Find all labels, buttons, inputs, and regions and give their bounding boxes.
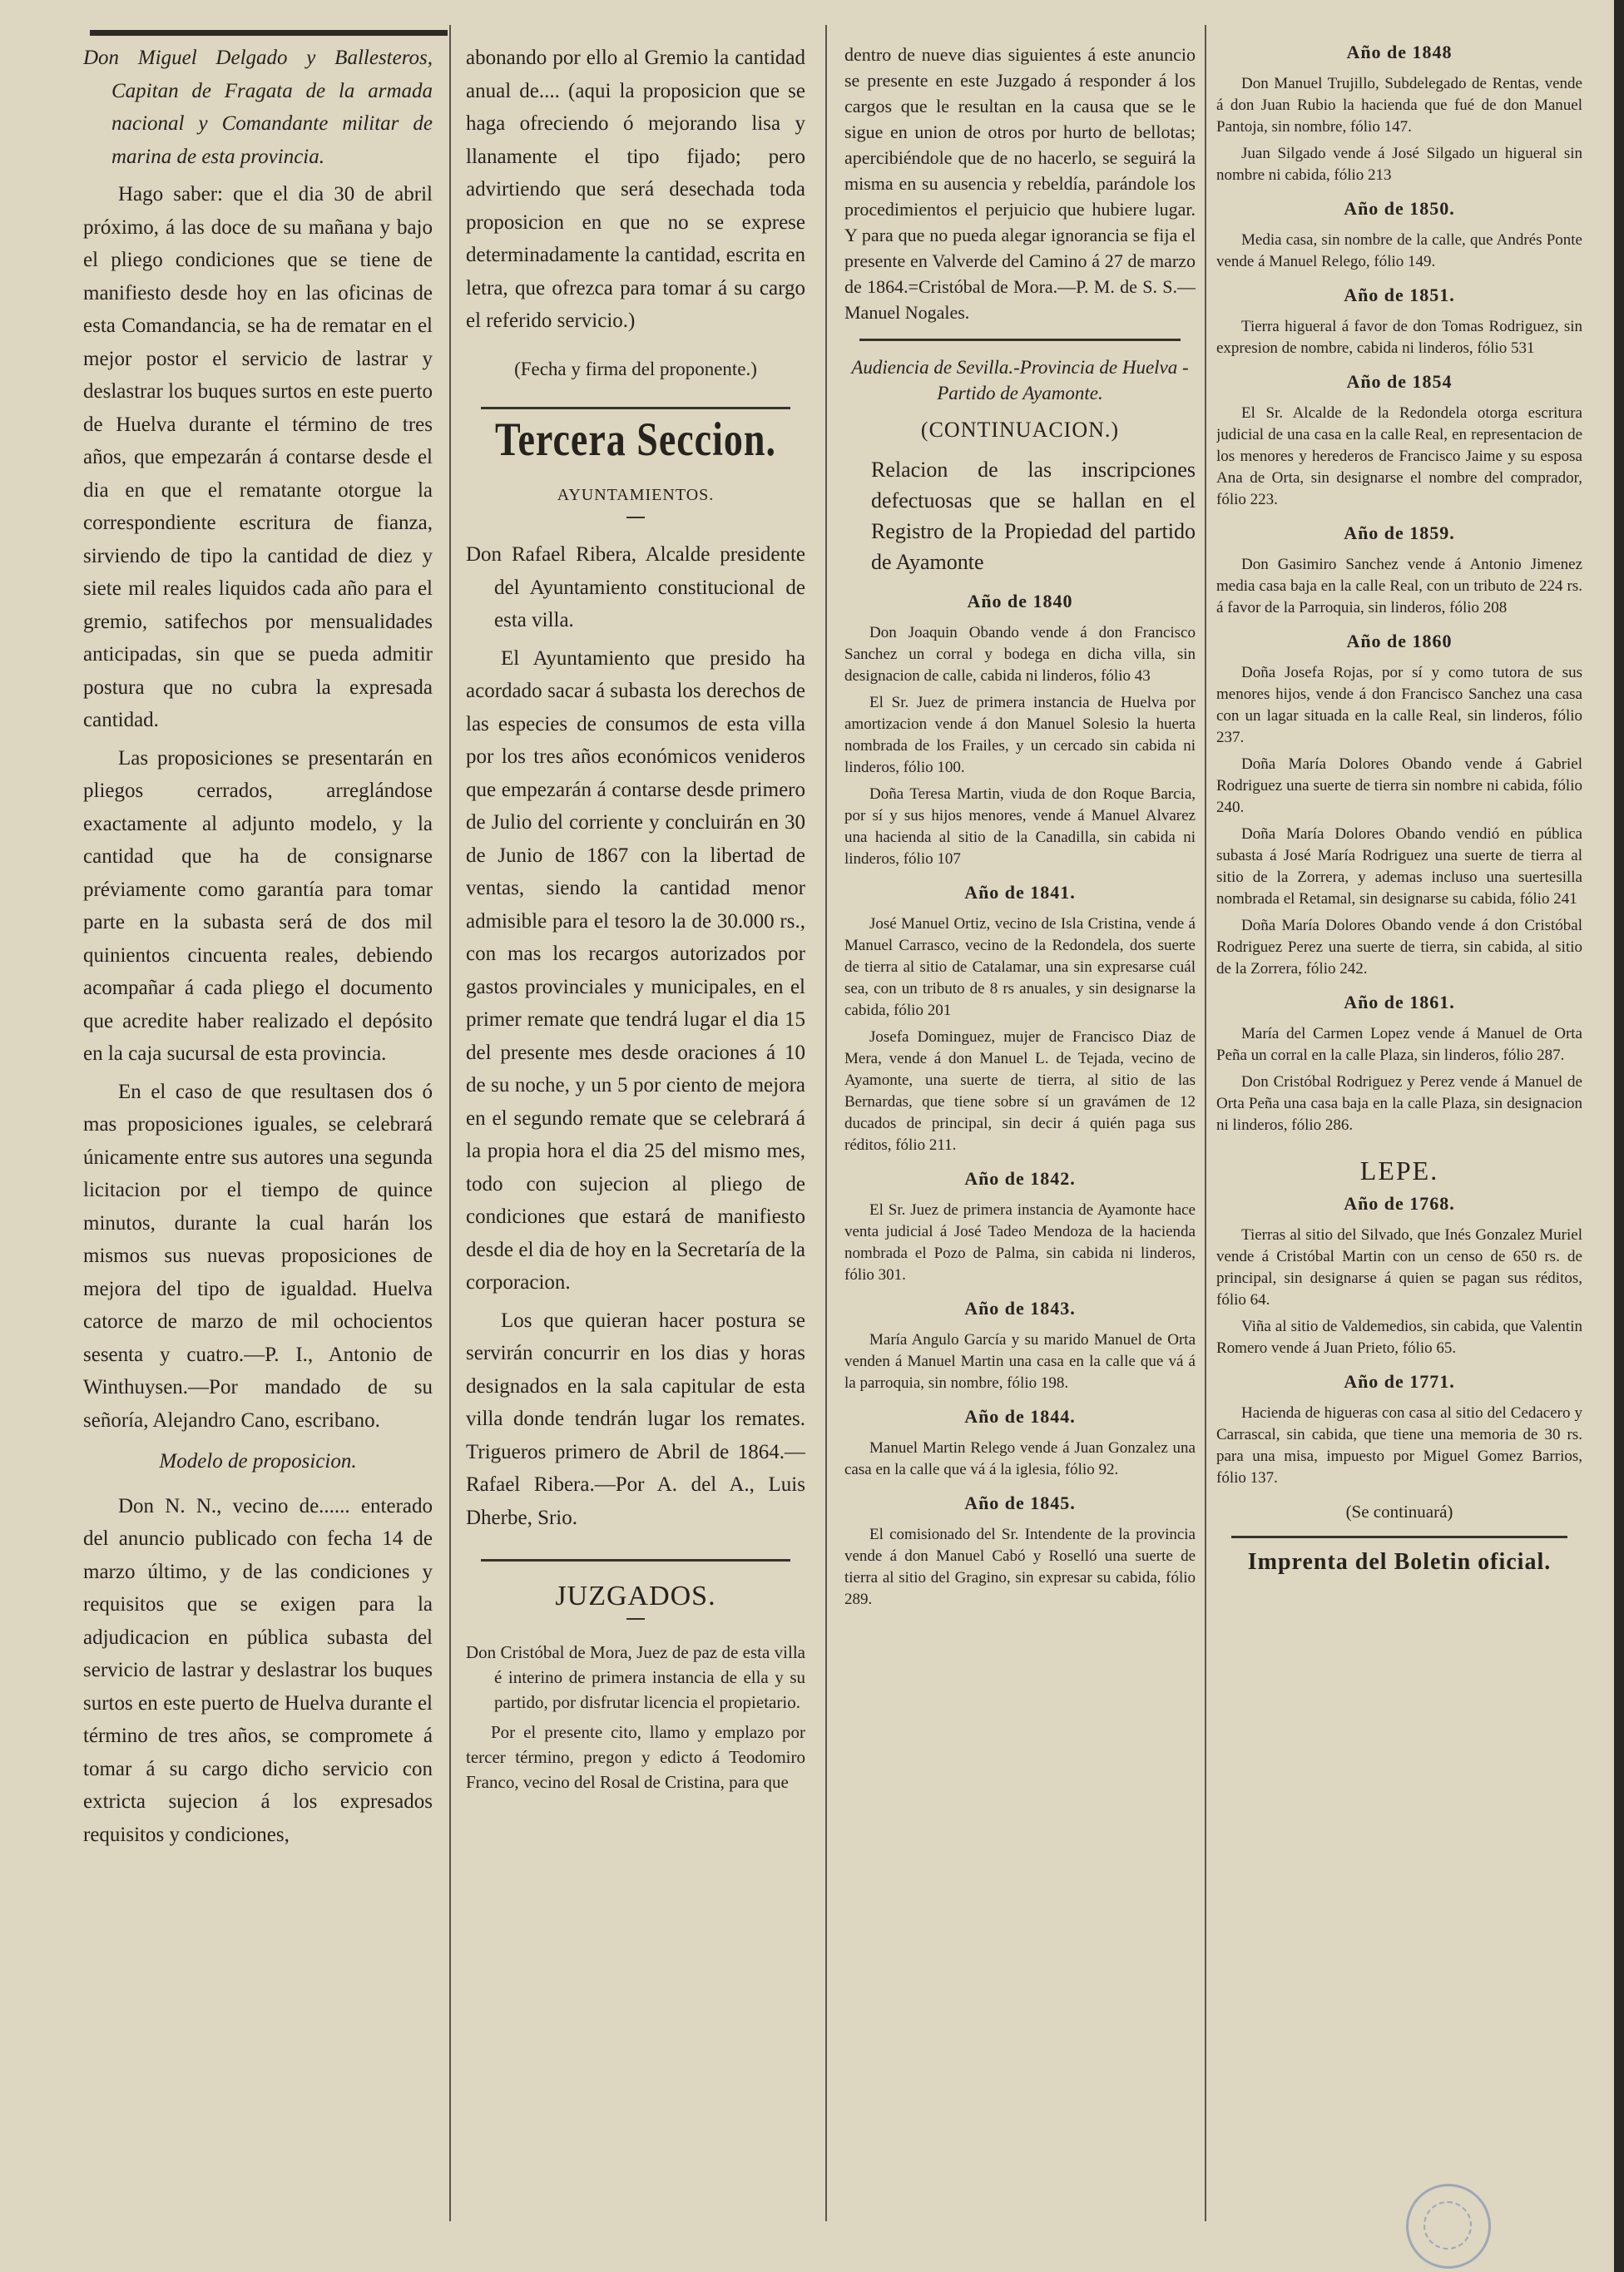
alcalde-heading: Don Rafael Ribera, Alcalde presidente del Ayuntamiento constitucional de esta villa.: [466, 543, 805, 631]
dash-separator: [626, 517, 645, 518]
column-4: [1216, 42, 1582, 2213]
register-entry: Juan Silgado vende á José Silgado un higueral sin nombre ni cabida, fólio 213: [1216, 145, 1582, 184]
register-entry: María del Carmen Lopez vende á Manuel de Orta Peña un corral en la calle Plaza, sin linderos, fólio 287.: [1216, 1025, 1582, 1064]
register-entry: El Sr. Juez de primera instancia de Ayamonte hace venta judicial á José Tadeo Mendoza de la hacienda nombrada el Pozo de Palma, sin cabida ni linderos, fólio 301.: [844, 1201, 1196, 1284]
column-2: [466, 42, 805, 2213]
year-heading: Año de 1844.: [964, 1406, 1076, 1427]
dash-separator: [626, 1618, 645, 1620]
page-edge: [1614, 0, 1624, 2272]
relacion-heading: Relacion de las inscripciones defectuosas que se hallan en el Registro de la Propiedad del partido de Ayamonte: [871, 458, 1196, 574]
year-heading: Año de 1842.: [964, 1168, 1076, 1189]
register-entry: Doña Josefa Rojas, por sí y como tutora de sus menores hijos, vende á don Francisco Sanchez una casa con un lagar situada en la calle Real, sin linderos, fólio 237.: [1216, 664, 1582, 746]
year-heading: Año de 1859.: [1344, 522, 1455, 543]
year-heading: Año de 1771.: [1344, 1371, 1455, 1392]
paragraph: Por el presente cito, llamo y emplazo por tercer término, pregon y edicto á Teodomiro Franco, vecino del Rosal de Cristina, para que: [466, 1721, 805, 1792]
register-entry: María Angulo García y su marido Manuel de Orta venden á Manuel Martin una casa en la calle que vá á la parroquia, sin nombre, fólio 198.: [844, 1331, 1196, 1392]
year-heading: Año de 1848: [1346, 42, 1453, 62]
register-entry: Tierra higueral á favor de don Tomas Rodriguez, sin expresion de nombre, cabida ni linderos, fólio 531: [1216, 318, 1582, 357]
juzgado-notice: [466, 1640, 805, 1794]
paragraph: El Ayuntamiento que presido ha acordado sacar á subasta los derechos de las especies de consumos de esta villa por los tres años económicos venideros que empezarán á contarse desde primero de Julio del corriente y concluirán en 30 de Junio de 1867 con la libertad de ventas, siendo la cantidad menor admisible para el tesoro la de 30.000 rs., con mas los recargos autorizados por gastos provinciales y municipales, en el primer remate que tendrá lugar el dia 15 del presente mes desde oraciones á 10 de su noche, y un 5 por ciento de mejora en el segundo remate que se celebrará á la propia hora el dia 25 del mismo mes, todo con sujecion al pliego de condiciones que estará de manifiesto desde el dia de hoy en la Secretaría de la corporacion.: [466, 646, 805, 1294]
year-heading: Año de 1860: [1346, 631, 1453, 651]
year-heading: Año de 1861.: [1344, 992, 1455, 1012]
column-divider: [825, 25, 827, 2221]
continuara-label: (Se continuará): [1345, 1502, 1453, 1522]
register-entry: Doña Teresa Martin, viuda de don Roque Barcia, por sí y sus hijos menores, vende á Manuel Alvarez una hacienda al sitio de la Canadilla, sin cabida ni linderos, fólio 107: [844, 785, 1196, 868]
register-entry: Viña al sitio de Valdemedios, sin cabida, que Valentin Romero vende á Juan Prieto, fólio 65.: [1216, 1318, 1582, 1357]
register-entry: Manuel Martin Relego vende á Juan Gonzalez una casa en la calle que vá á la iglesia, fólio 92.: [844, 1439, 1196, 1478]
year-heading: Año de 1854: [1346, 371, 1453, 392]
juez-heading: Don Cristóbal de Mora, Juez de paz de esta villa é interino de primera instancia de ella y su partido, por disfrutar licencia el propietario.: [466, 1641, 805, 1712]
top-rule: [90, 30, 448, 36]
year-heading: Año de 1850.: [1344, 198, 1455, 219]
year-heading: Año de 1845.: [964, 1492, 1076, 1513]
continuacion-label: (CONTINUACION.): [920, 418, 1120, 442]
register-entry: Doña María Dolores Obando vende á Gabriel Rodriguez una suerte de tierra sin nombre ni cabida, fólio 240.: [1216, 755, 1582, 816]
register-entry: El Sr. Juez de primera instancia de Huelva por amortizacion vende á don Manuel Solesio la huerta nombrada de los Frailes, y un cercado sin cabida ni linderos, fólio 100.: [844, 694, 1196, 776]
register-entry: Don Joaquin Obando vende á don Francisco Sanchez un corral y bodega en dicha villa, sin designacion de calle, cabida ni linderos, fólio 43: [844, 624, 1196, 685]
section-title: Tercera Seccion.: [495, 412, 776, 466]
register-entry: Hacienda de higueras con casa al sitio del Cedacero y Carrascal, sin cabida, que tiene una memoria de 30 rs. para una misa, impuesto por Miguel Gomez Barrios, fólio 137.: [1216, 1404, 1582, 1487]
section-rule: [859, 339, 1181, 341]
register-entry: José Manuel Ortiz, vecino de Isla Cristina, vende á Manuel Carrasco, vecino de la Redondela, dos suerte de tierra al sitio de Catalamar, una sin expresarse cuál sea, con un tributo de 8 rs anuales, y sin designarse la cabida, fólio 201: [844, 915, 1196, 1019]
register-entry: Tierras al sitio del Silvado, que Inés Gonzalez Muriel vende á Cristóbal Martin con un censo de 650 rs. de principal, sin designarse á quien se pagan sus réditos, fólio 64.: [1216, 1226, 1582, 1309]
column-3: [844, 42, 1196, 2213]
paragraph: abonando por ello al Gremio la cantidad anual de.... (aqui la proposicion que se haga ofreciendo ó mejorando lisa y llanamente el tipo fijado; pero advirtiendo que será desechada toda proposicion en que no se exprese determinadamente la cantidad, escrita en letra, que ofrezca para tomar á su cargo el referido servicio.): [466, 47, 805, 332]
paragraph: dentro de nueve dias siguientes á este anuncio se presente en este Juzgado á responder á los cargos que le resultan en la causa que se le sigue en union de otros por hurto de bellotas; apercibiéndole que de no hacerlo, se seguirá la misma en su ausencia y rebeldía, parándole los procedimientos el perjuicio que hubiere lugar. Y para que no pueda alegar ignorancia se fija el presente en Valverde del Camino á 27 de marzo de 1864.=Cristóbal de Mora.—P. M. de S. S.—Manuel Nogales.: [844, 44, 1196, 323]
signature-line: (Fecha y firma del proponente.): [514, 358, 757, 379]
subsection-heading: AYUNTAMIENTOS.: [557, 485, 715, 504]
town-heading: LEPE.: [1359, 1156, 1439, 1185]
imprint-line: Imprenta del Boletin oficial.: [1247, 1549, 1552, 1575]
audiencia-heading: Audiencia de Sevilla.-Provincia de Huelva -Partido de Ayamonte.: [851, 357, 1189, 403]
library-stamp: [1406, 2184, 1491, 2269]
register-entry: Josefa Dominguez, mujer de Francisco Diaz de Mera, vende á don Manuel L. de Tejada, vecino de Ayamonte, una suerte de tierra, al sitio de las Bernardas, que tiene sobre sí un gravámen de 12 ducados de principal, sin decir á quién paga sus réditos, fólio 211.: [844, 1028, 1196, 1154]
paragraph: Hago saber: que el dia 30 de abril próximo, á las doce de su mañana y bajo el pliego condiciones que se tiene de manifiesto desde hoy en las oficinas de esta Comandancia, se ha de rematar en el mejor postor el servicio de lastrar y deslastrar los buques surtos en este puerto de Huelva durante el término de tres años, que empezarán á contarse desde el dia en que el rematante otorgue la correspondiente escritura de fianza, sirviendo de tipo la cantidad de diez y siete mil reales liquidos cada año para el gremio, satifechos por mensualidades anticipadas, sin que se pueda admitir postura que no cubra la expresada cantidad.: [83, 183, 433, 731]
paragraph: Las proposiciones se presentarán en pliegos cerrados, arreglándose exactamente al adjunto modelo, y la cantidad que ha de consignarse préviamente como garantía para tomar parte en la subasta será de dos mil quinientos cincuenta reales, debiendo acompañar á cada pliego el documento que acredite haber realizado el depósito en la caja sucursal de esta provincia.: [83, 746, 433, 1065]
modelo-heading: Modelo de proposicion.: [159, 1450, 357, 1473]
register-entry: Don Gasimiro Sanchez vende á Antonio Jimenez media casa baja en la calle Real, con un tributo de 224 rs. á favor de la Parroquia, sin linderos, fólio 208: [1216, 556, 1582, 616]
register-entries: [844, 591, 1196, 1611]
paragraph: En el caso de que resultasen dos ó mas proposiciones iguales, se celebrará únicamente entre sus autores una segunda licitacion por el tiempo de quince minutos, durante la cual harán los mismos sus nuevas proposiciones de mejora del tipo de igualdad. Huelva catorce de marzo de mil ochocientos sesenta y cuatro.—P. I., Antonio de Winthuysen.—Por mandado de su señoría, Alejandro Cano, escribano.: [83, 1080, 433, 1432]
register-entry: Doña María Dolores Obando vende á don Cristóbal Rodriguez Perez una suerte de tierra, sin cabida, al sitio de la Zorrera, fólio 242.: [1216, 917, 1582, 978]
year-heading: Año de 1851.: [1344, 285, 1455, 305]
register-entry: Media casa, sin nombre de la calle, que Andrés Ponte vende á Manuel Relego, fólio 149.: [1216, 231, 1582, 270]
section-rule: [1231, 1536, 1567, 1538]
register-entry: El Sr. Alcalde de la Redondela otorga escritura judicial de una casa en la calle Real, en representacion de los menores y herederos de Francisco Jaime y su esposa Ana de Orta, sin designarse el nombre del comprador, fólio 223.: [1216, 404, 1582, 508]
column-divider: [1205, 25, 1206, 2221]
section-rule: [481, 407, 790, 409]
column-1: [83, 42, 433, 2213]
comandancia-heading: Don Miguel Delgado y Ballesteros, Capitan de Fragata de la armada nacional y Comandante militar de marina de esta provincia.: [83, 47, 433, 168]
column-divider: [449, 25, 451, 2221]
register-entry: Doña María Dolores Obando vendió en pública subasta á José María Rodriguez una suerte de tierra al sitio de la Zorrera, y ademas incluso una suertesilla nombrada el Retamal, sin designarse su cabida, fólio 241: [1216, 825, 1582, 908]
year-heading: Año de 1843.: [964, 1298, 1076, 1319]
year-heading: Año de 1840: [967, 591, 1073, 611]
paragraph: Los que quieran hacer postura se servirán concurrir en los dias y horas designados en la sala capitular de esta villa donde tendrán lugar los remates. Trigueros primero de Abril de 1864.—Rafael Ribera.—Por A. del A., Luis Dherbe, Srio.: [466, 1309, 805, 1529]
year-heading: Año de 1768.: [1344, 1193, 1455, 1214]
register-entry: El comisionado del Sr. Intendente de la provincia vende á don Manuel Cabó y Roselló una suerte de tierra al sitio del Gragino, sin expresar su cabida, fólio 289.: [844, 1526, 1196, 1608]
register-entry: Don Cristóbal Rodriguez y Perez vende á Manuel de Orta Peña una casa baja en la calle Plaza, sin designacion ni linderos, fólio 286.: [1216, 1073, 1582, 1134]
section-rule: [481, 1559, 790, 1562]
year-heading: Año de 1841.: [964, 882, 1076, 903]
register-entry: Don Manuel Trujillo, Subdelegado de Rentas, vende á don Juan Rubio la hacienda que fué de don Manuel Pantoja, sin nombre, fólio 147.: [1216, 75, 1582, 136]
juzgado-notice-continued: [844, 42, 1196, 325]
subsection-heading: JUZGADOS.: [555, 1581, 716, 1611]
paragraph: Don N. N., vecino de...... enterado del anuncio publicado con fecha 14 de marzo último, y de las condiciones y requisitos que se exigen para la adjudicacion en pública subasta del servicio de lastrar y deslastrar los buques surtos en este puerto de Huelva durante el término de tres años, se compromete á tomar á su cargo dicho servicio con extricta sujecion á los expresados requisitos y condiciones,: [83, 1494, 433, 1846]
